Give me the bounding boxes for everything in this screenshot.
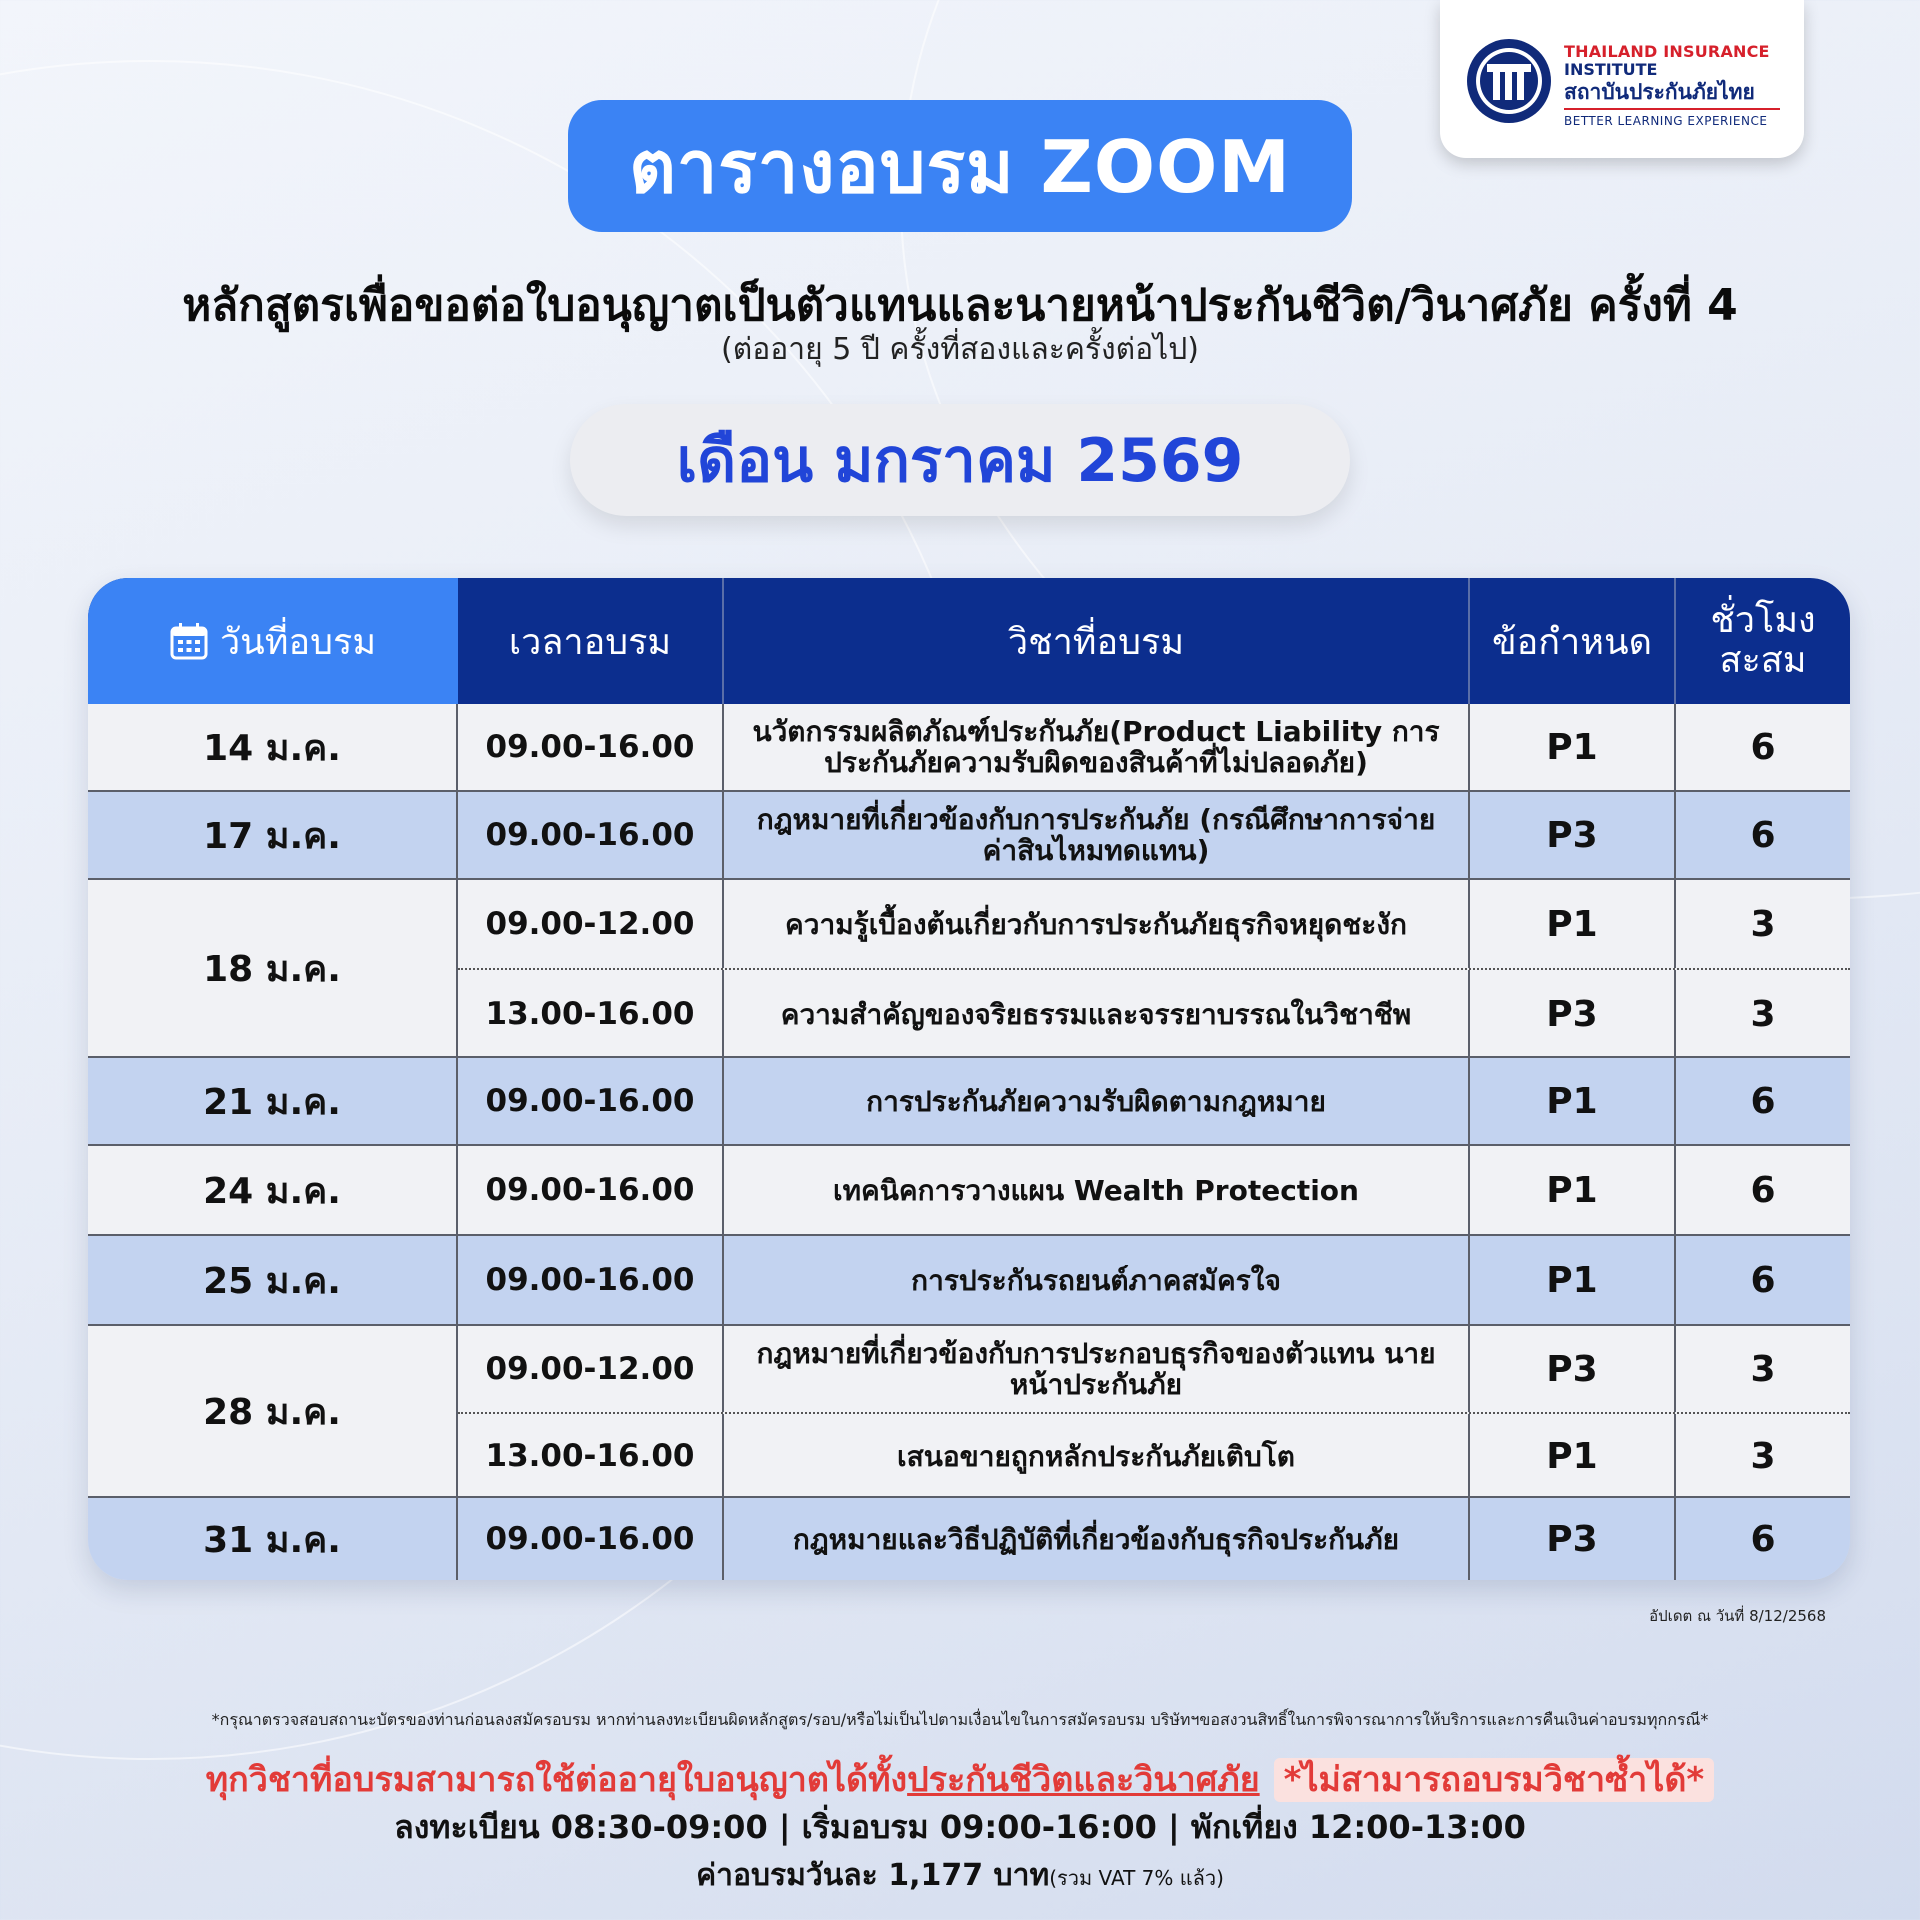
hours-cell: 3 xyxy=(1750,903,1776,945)
header-date xyxy=(88,578,458,704)
time-cell: 09.00-16.00 xyxy=(458,792,724,878)
session-row xyxy=(88,970,1850,1058)
table-row xyxy=(88,880,1850,1058)
session-row xyxy=(88,880,1850,968)
date-cell: 14 ม.ค. xyxy=(88,704,458,790)
header-time: เวลาอบรม xyxy=(458,578,724,704)
date-cell: 28 ม.ค. xyxy=(88,1326,458,1496)
time-cell: 09.00-16.00 xyxy=(458,1236,724,1324)
logo-tagline: BETTER LEARNING EXPERIENCE xyxy=(1564,114,1768,128)
logo-text-thai: สถาบันประกันภัยไทย xyxy=(1564,80,1755,104)
header-subject: วิชาที่อบรม xyxy=(724,578,1470,704)
table-row xyxy=(88,1146,1850,1236)
date-cell: 17 ม.ค. xyxy=(88,792,458,878)
subject-cell: กฎหมายที่เกี่ยวข้องกับการประกอบธุรกิจของตัวแทน นายหน้าประกันภัย xyxy=(724,1326,1470,1412)
footer-fee xyxy=(0,1852,1920,1899)
header-date-label: วันที่อบรม xyxy=(219,621,377,663)
subject-cell: การประกันรถยนต์ภาคสมัครใจ xyxy=(724,1236,1470,1324)
subject-cell: เสนอขายถูกหลักประกันภัยเติบโต xyxy=(724,1414,1470,1498)
date-cell: 24 ม.ค. xyxy=(88,1146,458,1234)
hours-cell: 6 xyxy=(1750,814,1776,856)
date-cell: 18 ม.ค. xyxy=(88,880,458,1056)
header-requirement: ข้อกำหนด xyxy=(1470,578,1676,704)
hours-cell: 6 xyxy=(1750,1080,1776,1122)
time-cell: 09.00-12.00 xyxy=(458,880,724,968)
logo-text-line1: THAILAND INSURANCE xyxy=(1564,42,1770,61)
subject-cell: การประกันภัยความรับผิดตามกฎหมาย xyxy=(724,1058,1470,1144)
date-cell: 25 ม.ค. xyxy=(88,1236,458,1324)
promo-underlined: ประกันชีวิตและวินาศภัย xyxy=(907,1760,1260,1800)
table-row xyxy=(88,1326,1850,1498)
page-title: ตารางอบรม ZOOM xyxy=(568,100,1352,232)
time-cell: 09.00-16.00 xyxy=(458,1058,724,1144)
session-row xyxy=(88,1326,1850,1412)
footer-promo xyxy=(0,1752,1920,1806)
schedule-table xyxy=(88,578,1850,1580)
hours-cell: 3 xyxy=(1750,1435,1776,1477)
fee-amount: ค่าอบรมวันละ 1,177 บาท xyxy=(696,1858,1050,1893)
hours-cell: 6 xyxy=(1750,726,1776,768)
header-hours-line1: ชั่วโมง xyxy=(1710,600,1816,641)
updated-date: อัปเดต ณ วันที่ 8/12/2568 xyxy=(1649,1607,1826,1625)
table-row xyxy=(88,1236,1850,1326)
subject-cell: เทคนิคการวางแผน Wealth Protection xyxy=(724,1146,1470,1234)
requirement-cell: P1 xyxy=(1470,1146,1676,1234)
time-cell: 09.00-12.00 xyxy=(458,1326,724,1412)
header-hours-line2: สะสม xyxy=(1719,640,1807,681)
logo-divider xyxy=(1564,108,1780,110)
date-cell: 21 ม.ค. xyxy=(88,1058,458,1144)
table-row xyxy=(88,1058,1850,1146)
hours-cell: 6 xyxy=(1750,1259,1776,1301)
institute-logo-card xyxy=(1440,0,1804,158)
time-cell: 13.00-16.00 xyxy=(458,970,724,1058)
requirement-cell: P1 xyxy=(1470,1236,1676,1324)
subject-cell: กฎหมายที่เกี่ยวข้องกับการประกันภัย (กรณีศึกษาการจ่ายค่าสินไหมทดแทน) xyxy=(724,792,1470,878)
hours-cell: 6 xyxy=(1750,1169,1776,1211)
course-subtitle-note: (ต่ออายุ 5 ปี ครั้งที่สองและครั้งต่อไป) xyxy=(721,332,1199,367)
subject-cell: ความรู้เบื้องต้นเกี่ยวกับการประกันภัยธุรกิจหยุดชะงัก xyxy=(724,880,1470,968)
requirement-cell: P3 xyxy=(1470,970,1676,1058)
header-hours xyxy=(1676,578,1850,704)
footer-times: ลงทะเบียน 08:30-09:00 | เริ่มอบรม 09:00-16:00 | พักเที่ยง 12:00-13:00 xyxy=(394,1808,1526,1846)
calendar-icon xyxy=(170,622,208,660)
date-cell: 31 ม.ค. xyxy=(88,1498,458,1580)
requirement-cell: P1 xyxy=(1470,1414,1676,1498)
table-row xyxy=(88,1498,1850,1580)
requirement-cell: P1 xyxy=(1470,880,1676,968)
requirement-cell: P3 xyxy=(1470,792,1676,878)
logo-text-line2: INSTITUTE xyxy=(1564,60,1658,79)
table-row xyxy=(88,792,1850,880)
subject-cell: ความสำคัญของจริยธรรมและจรรยาบรรณในวิชาชีพ xyxy=(724,970,1470,1058)
time-cell: 09.00-16.00 xyxy=(458,704,724,790)
requirement-cell: P1 xyxy=(1470,1058,1676,1144)
promo-prefix: ทุกวิชาที่อบรมสามารถใช้ต่ออายุใบอนุญาตได้ทั้ง xyxy=(205,1760,908,1800)
table-row xyxy=(88,704,1850,792)
promo-warning: *ไม่สามารถอบรมวิชาซ้ำได้* xyxy=(1274,1758,1715,1802)
time-cell: 09.00-16.00 xyxy=(458,1146,724,1234)
session-row xyxy=(88,1414,1850,1498)
course-subtitle: หลักสูตรเพื่อขอต่อใบอนุญาตเป็นตัวแทนและนายหน้าประกันชีวิต/วินาศภัย ครั้งที่ 4 xyxy=(182,280,1738,331)
footer-disclaimer: *กรุณาตรวจสอบสถานะบัตรของท่านก่อนลงสมัครอบรม หากท่านลงทะเบียนผิดหลักสูตร/รอบ/หรือไม่เป็นไปตามเงื่อนไขในการสมัครอบรม บริษัทฯขอสงวนสิทธิ์ในการพิจารณาการให้บริการและการคืนเงินค่าอบรมทุกกรณี* xyxy=(211,1710,1709,1729)
requirement-cell: P3 xyxy=(1470,1326,1676,1412)
institute-logo-emblem xyxy=(1464,36,1554,126)
fee-vat-note: (รวม VAT 7% แล้ว) xyxy=(1049,1866,1224,1890)
requirement-cell: P1 xyxy=(1470,704,1676,790)
hours-cell: 3 xyxy=(1750,1348,1776,1390)
subject-cell: กฎหมายและวิธีปฏิบัติที่เกี่ยวข้องกับธุรกิจประกันภัย xyxy=(724,1498,1470,1580)
table-header xyxy=(88,578,1850,704)
subject-cell: นวัตกรรมผลิตภัณฑ์ประกันภัย(Product Liability การประกันภัยความรับผิดของสินค้าที่ไม่ปลอดภัย) xyxy=(724,704,1470,790)
hours-cell: 6 xyxy=(1750,1518,1776,1560)
time-cell: 13.00-16.00 xyxy=(458,1414,724,1498)
hours-cell: 3 xyxy=(1750,993,1776,1035)
time-cell: 09.00-16.00 xyxy=(458,1498,724,1580)
requirement-cell: P3 xyxy=(1470,1498,1676,1580)
month-label: เดือน มกราคม 2569 xyxy=(570,404,1350,516)
